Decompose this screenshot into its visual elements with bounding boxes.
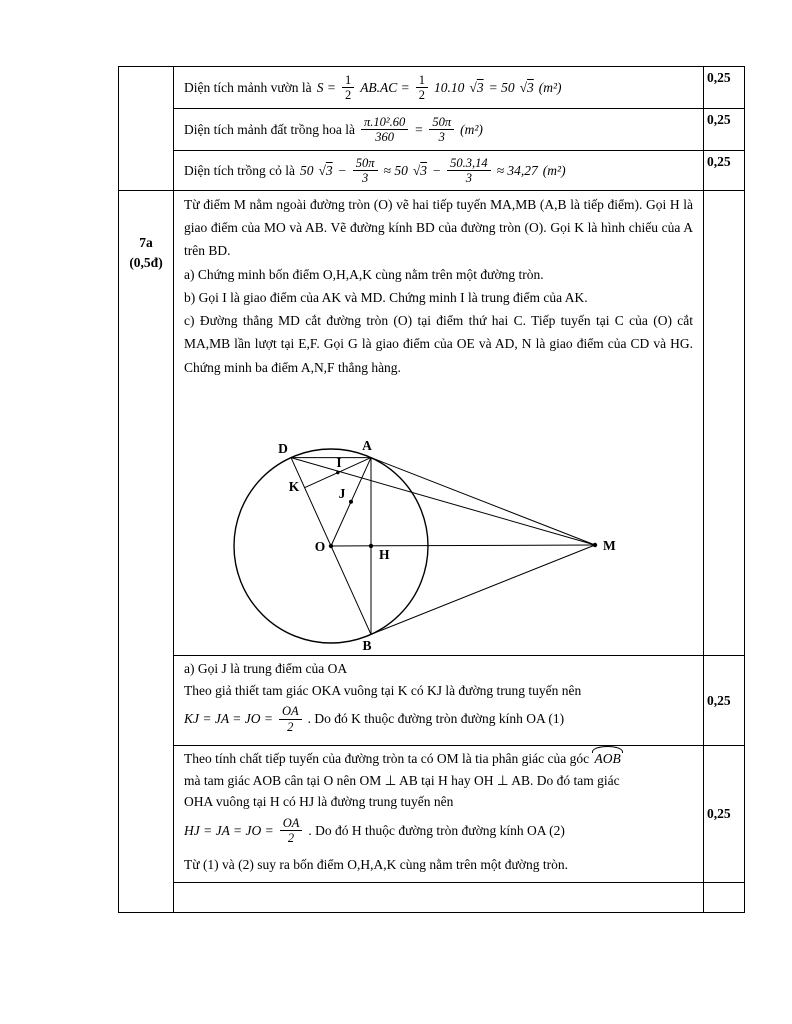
radical-sign: √ [469, 79, 477, 95]
fraction-numerator: 1 [416, 73, 428, 88]
table-row [119, 191, 745, 656]
fraction-denominator: 2 [287, 719, 294, 734]
score-cell: 0,25 [704, 656, 745, 746]
figure-label-H: H [379, 547, 390, 562]
solution-line: a) Gọi J là trung điểm của OA [184, 661, 348, 676]
question-points: (0,5đ) [129, 255, 163, 271]
problem-statement-cell [174, 191, 704, 656]
point-J-dot [349, 500, 353, 504]
fraction-numerator: 50.3,14 [447, 156, 491, 171]
fraction-numerator: 50π [429, 115, 454, 130]
math-text: S = [316, 79, 336, 95]
point-I-dot [336, 471, 339, 474]
fraction-denominator: 3 [362, 171, 369, 185]
score-cell: 0,25 [704, 67, 745, 109]
fraction [279, 704, 302, 734]
math-text: = 50 [488, 79, 515, 95]
score-cell-empty [704, 191, 745, 656]
solution-conclusion: Từ (1) và (2) suy ra bốn điểm O,H,A,K cùng nằm trên một đường tròn. [184, 856, 568, 872]
solution-text: Theo tính chất tiếp tuyến của đường tròn ta có OM là tia phân giác của góc [184, 751, 590, 766]
radical-sign: √ [318, 162, 326, 178]
square-root [318, 163, 332, 179]
geometry-figure [228, 433, 618, 665]
secant-MD [288, 458, 595, 545]
empty-score-cell [704, 883, 745, 913]
solution-a-part2-cell [174, 746, 704, 883]
fraction-numerator: OA [280, 816, 303, 831]
figure-label-D: D [278, 441, 288, 456]
solution-row-grass-area [174, 151, 704, 191]
fraction [429, 115, 454, 145]
table-row [119, 151, 745, 191]
unit-text: (m²) [542, 162, 566, 178]
solution-row-flower-area [174, 109, 704, 151]
figure-label-I: I [336, 455, 342, 470]
figure-label-M: M [603, 538, 616, 553]
radical-sign: √ [519, 79, 528, 95]
solution-text: Diện tích mảnh vườn là [184, 79, 312, 95]
score-cell: 0,25 [704, 109, 745, 151]
solution-line: mà tam giác AOB cân tại O nên OM ⊥ AB tại H hay OH ⊥ AB. Do đó tam giác [184, 772, 620, 788]
problem-part-c: c) Đường thẳng MD cắt đường tròn (O) tại điểm thứ hai C. Tiếp tuyến tại C của (O) cắt MA,MB lần lượt tại E,F. Gọi G là giao điểm của OE và AD, N là giao điểm của CD và HG. Chứng minh ba điểm A,N,F thẳng hàng. [184, 313, 693, 375]
fraction [416, 73, 428, 103]
radicand: 3 [527, 79, 534, 95]
figure-label-J: J [338, 486, 346, 501]
math-text: 10.10 [434, 79, 465, 95]
table-row [119, 67, 745, 109]
fraction-numerator: OA [279, 704, 302, 719]
radicand: 3 [420, 162, 427, 178]
empty-cell [174, 883, 704, 913]
math-text: AB.AC = [360, 79, 410, 95]
table-row [119, 883, 745, 913]
tangent-MB [371, 545, 595, 634]
fraction [280, 816, 303, 846]
question-number: 7a [139, 235, 153, 250]
problem-part-b: b) Gọi I là giao điểm của AK và MD. Chứng minh I là trung điểm của AK. [184, 289, 588, 305]
solution-text: Diện tích trồng cỏ là [184, 162, 295, 178]
fraction [353, 156, 378, 186]
solution-row-garden-area [174, 67, 704, 109]
fraction-denominator: 2 [418, 88, 426, 102]
math-text: ≈ 50 [383, 162, 408, 178]
math-text: HJ = JA = JO = [184, 822, 274, 838]
question-number-cell [119, 191, 174, 913]
fraction [447, 156, 491, 186]
figure-label-K: K [288, 479, 300, 494]
square-root [469, 80, 483, 96]
figure-label-B: B [362, 638, 372, 653]
solution-a-part1-cell [174, 656, 704, 746]
fraction-denominator: 3 [438, 130, 445, 144]
math-text: ≈ 34,27 [496, 162, 538, 178]
fraction-denominator: 2 [344, 88, 352, 102]
problem-paragraph: Từ điểm M nằm ngoài đường tròn (O) vẽ hai tiếp tuyến MA,MB (A,B là tiếp điểm). Gọi H là giao điểm của MO và AB. Vẽ đường kính BD của đường tròn (O). Gọi K là hình chiếu của A trên BD. [184, 197, 693, 259]
fraction-numerator: 50π [353, 156, 378, 171]
math-text: − [337, 162, 347, 178]
score-cell: 0,25 [704, 746, 745, 883]
math-text: KJ = JA = JO = [184, 711, 273, 727]
table-row [119, 746, 745, 883]
solution-line: OHA vuông tại H có HJ là đường trung tuyến nên [184, 794, 454, 810]
point-M-dot [593, 543, 597, 547]
table-row [119, 109, 745, 151]
answer-table [118, 66, 745, 913]
point-O-dot [329, 544, 333, 548]
fraction-numerator: π.10².60 [361, 115, 408, 130]
fraction-denominator: 360 [375, 130, 394, 144]
score-cell: 0,25 [704, 151, 745, 191]
math-text: 50 [299, 162, 314, 178]
solution-text: . Do đó H thuộc đường tròn đường kính OA (2) [308, 822, 565, 838]
figure-label-A: A [362, 438, 372, 453]
square-root [413, 163, 427, 179]
fraction-numerator: 1 [342, 73, 354, 88]
fraction-denominator: 3 [465, 171, 472, 185]
tangent-MA [371, 458, 595, 545]
math-text: − [432, 162, 442, 178]
radical-sign: √ [412, 162, 421, 178]
radicand: 3 [325, 162, 333, 178]
math-text: = [414, 121, 424, 137]
fraction [342, 73, 354, 103]
solution-text: Diện tích mảnh đất trồng hoa là [184, 121, 355, 137]
solution-text: . Do đó K thuộc đường tròn đường kính OA (1) [307, 711, 565, 727]
figure-label-O: O [314, 539, 326, 554]
radicand: 3 [476, 79, 484, 95]
solution-line [184, 748, 693, 770]
arc-angle-AOB: AOB [592, 748, 622, 770]
square-root [520, 80, 534, 96]
unit-text: (m²) [538, 79, 562, 95]
solution-line: Theo giả thiết tam giác OKA vuông tại K có KJ là đường trung tuyến nên [184, 682, 582, 698]
fraction [361, 115, 408, 145]
problem-part-a: a) Chứng minh bốn điểm O,H,A,K cùng nằm trên một đường tròn. [184, 266, 544, 282]
question-number-cell-empty [119, 67, 174, 191]
point-H-dot [369, 544, 373, 548]
table-row [119, 656, 745, 746]
unit-text: (m²) [460, 121, 483, 137]
fraction-denominator: 2 [287, 831, 295, 846]
